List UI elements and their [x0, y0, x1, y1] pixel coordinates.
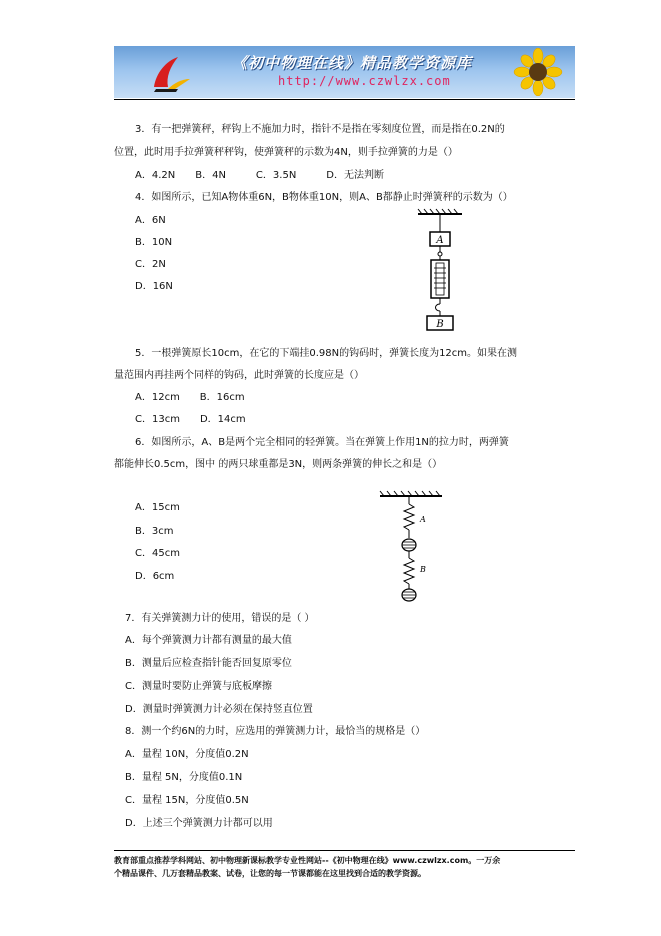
- footer-divider: [114, 850, 575, 851]
- q5-stem-line2: 量范围内再挂两个同样的钩码，此时弹簧的长度应是（）: [114, 370, 364, 381]
- q6-figure-label-b: B: [420, 565, 426, 574]
- q8-stem: 8．测一个约6N的力时，应选用的弹簧测力计，最恰当的规格是（）: [125, 726, 426, 737]
- q8-option-c: C．量程 15N，分度值0.5N: [125, 795, 249, 806]
- q4-stem: 4．如图所示，已知A物体重6N，B物体重10N，则A、B都静止时弹簧秤的示数为（）: [135, 192, 513, 203]
- header-banner: [114, 46, 575, 98]
- q6-option-a: A．15cm: [135, 502, 180, 513]
- q3-options: A．4.2N B．4N C．3.5N D．无法判断: [135, 170, 384, 181]
- q7-stem: 7．有关弹簧测力计的使用，错误的是（ ）: [125, 613, 315, 624]
- q4-spring-scale-figure: [410, 208, 470, 332]
- q5-options-row1: A．12cm B．16cm: [135, 392, 245, 403]
- q7-option-a: A．每个弹簧测力计都有测量的最大值: [125, 635, 292, 646]
- q4-figure-label-b: B: [436, 319, 444, 330]
- site-logo-icon: [148, 53, 192, 93]
- q4-option-a: A．6N: [135, 215, 166, 226]
- q5-options-row2: C．13cm D．14cm: [135, 414, 246, 425]
- q6-option-b: B．3cm: [135, 526, 174, 537]
- q4-option-b: B．10N: [135, 237, 173, 248]
- q6-option-c: C．45cm: [135, 548, 180, 559]
- q6-option-d: D．6cm: [135, 571, 175, 582]
- header-divider: [114, 99, 575, 100]
- q6-figure-label-a: A: [420, 515, 426, 524]
- footer-line1: 教育部重点推荐学科网站、初中物理新课标教学专业性网站--《初中物理在线》www.czwlzx.com。一万余: [114, 856, 501, 865]
- q3-stem-line2: 位置，此时用手拉弹簧秤秤钩，使弹簧秤的示数为4N，则手拉弹簧的力是（）: [114, 147, 458, 158]
- sunflower-icon: [507, 48, 569, 96]
- q6-stem-line1: 6．如图所示，A、B是两个完全相同的轻弹簧。当在弹簧上作用1N的拉力时，两弹簧: [135, 437, 509, 448]
- q4-option-c: C．2N: [135, 259, 166, 270]
- q5-stem-line1: 5．一根弹簧原长10cm，在它的下端挂0.98N的钩码时，弹簧长度为12cm。如果在测: [135, 348, 518, 359]
- q8-option-a: A．量程 10N，分度值0.2N: [125, 749, 249, 760]
- q4-option-d: D．16N: [135, 281, 173, 292]
- banner-title: 《初中物理在线》精品教学资源库: [232, 54, 473, 72]
- q3-stem-line1: 3．有一把弹簧秤，秤钩上不施加力时，指针不是指在零刻度位置，而是指在0.2N的: [135, 124, 505, 135]
- q7-option-c: C．测量时要防止弹簧与底板摩擦: [125, 681, 272, 692]
- q6-stem-line2: 都能伸长0.5cm，图中 的两只球重都是3N，则两条弹簧的伸长之和是（）: [114, 459, 443, 470]
- q7-option-b: B．测量后应检查指针能否回复原零位: [125, 658, 292, 669]
- q7-option-d: D．测量时弹簧测力计必须在保持竖直位置: [125, 704, 313, 715]
- q4-figure-label-a: A: [436, 235, 444, 246]
- q8-option-b: B．量程 5N，分度值0.1N: [125, 772, 243, 783]
- footer-line2: 个精品课件、几万套精品教案、试卷，让您的每一节课都能在这里找到合适的教学资源。: [114, 869, 426, 878]
- q8-option-d: D．上述三个弹簧测力计都可以用: [125, 818, 273, 829]
- banner-url[interactable]: http://www.czwlzx.com: [278, 74, 451, 88]
- q6-two-springs-figure: [376, 490, 446, 602]
